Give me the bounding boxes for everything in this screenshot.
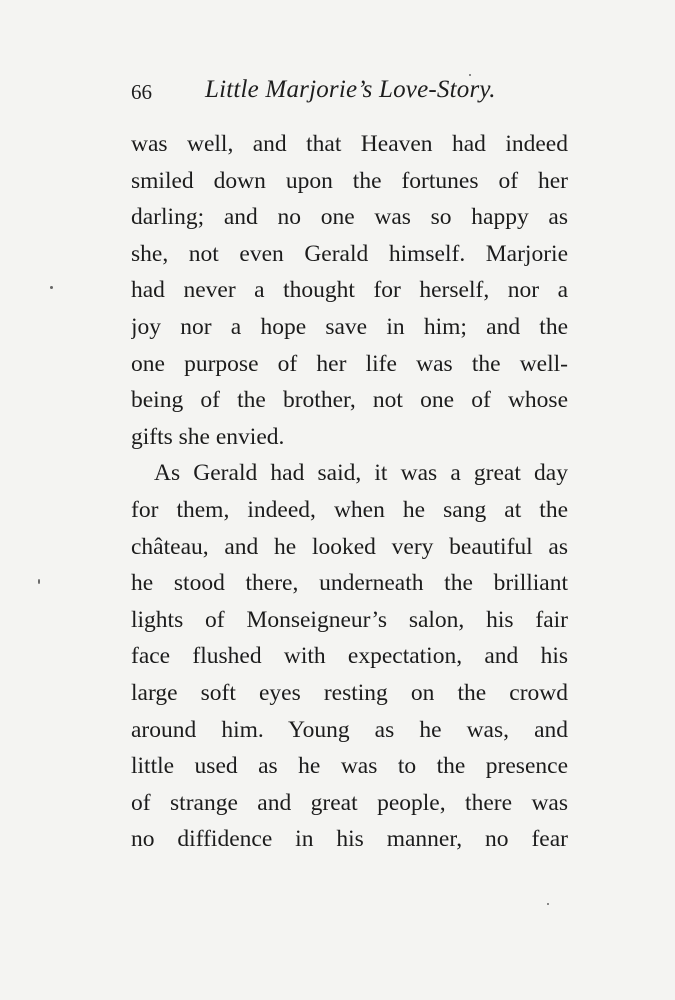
text-line: château, and he looked very beautiful as (131, 533, 568, 560)
text-line: he stood there, underneath the brilliant (131, 570, 568, 597)
text-line: being of the brother, not one of whose (131, 387, 568, 414)
text-line: around him. Young as he was, and (131, 716, 568, 743)
text-line: she, not even Gerald himself. Marjorie (131, 240, 568, 267)
text-line: lights of Monseigneur’s salon, his fair (131, 606, 568, 633)
text-line: smiled down upon the fortunes of her (131, 167, 568, 194)
scan-speck (38, 579, 40, 584)
text-line: As Gerald had said, it was a great day (154, 460, 568, 487)
text-line: no diffidence in his manner, no fear (131, 826, 568, 853)
running-title: Little Marjorie’s Love-Story. (205, 76, 496, 103)
text-line: gifts she envied. (131, 423, 285, 450)
text-line: darling; and no one was so happy as (131, 204, 568, 231)
body-text (131, 126, 568, 858)
text-line: for them, indeed, when he sang at the (131, 496, 568, 523)
text-line: was well, and that Heaven had indeed (131, 131, 568, 157)
text-line: face flushed with expectation, and his (131, 643, 568, 670)
text-line: had never a thought for herself, nor a (131, 277, 568, 304)
page-number: 66 (131, 80, 152, 104)
text-line: of strange and great people, there was (131, 789, 568, 816)
scan-speck (469, 74, 471, 76)
text-line: large soft eyes resting on the crowd (131, 679, 568, 706)
scan-speck (50, 286, 53, 289)
text-line: one purpose of her life was the well- (131, 350, 568, 377)
scan-speck (547, 903, 549, 905)
running-header (131, 76, 571, 110)
text-line: little used as he was to the presence (131, 753, 568, 780)
text-line: joy nor a hope save in him; and the (131, 313, 568, 340)
